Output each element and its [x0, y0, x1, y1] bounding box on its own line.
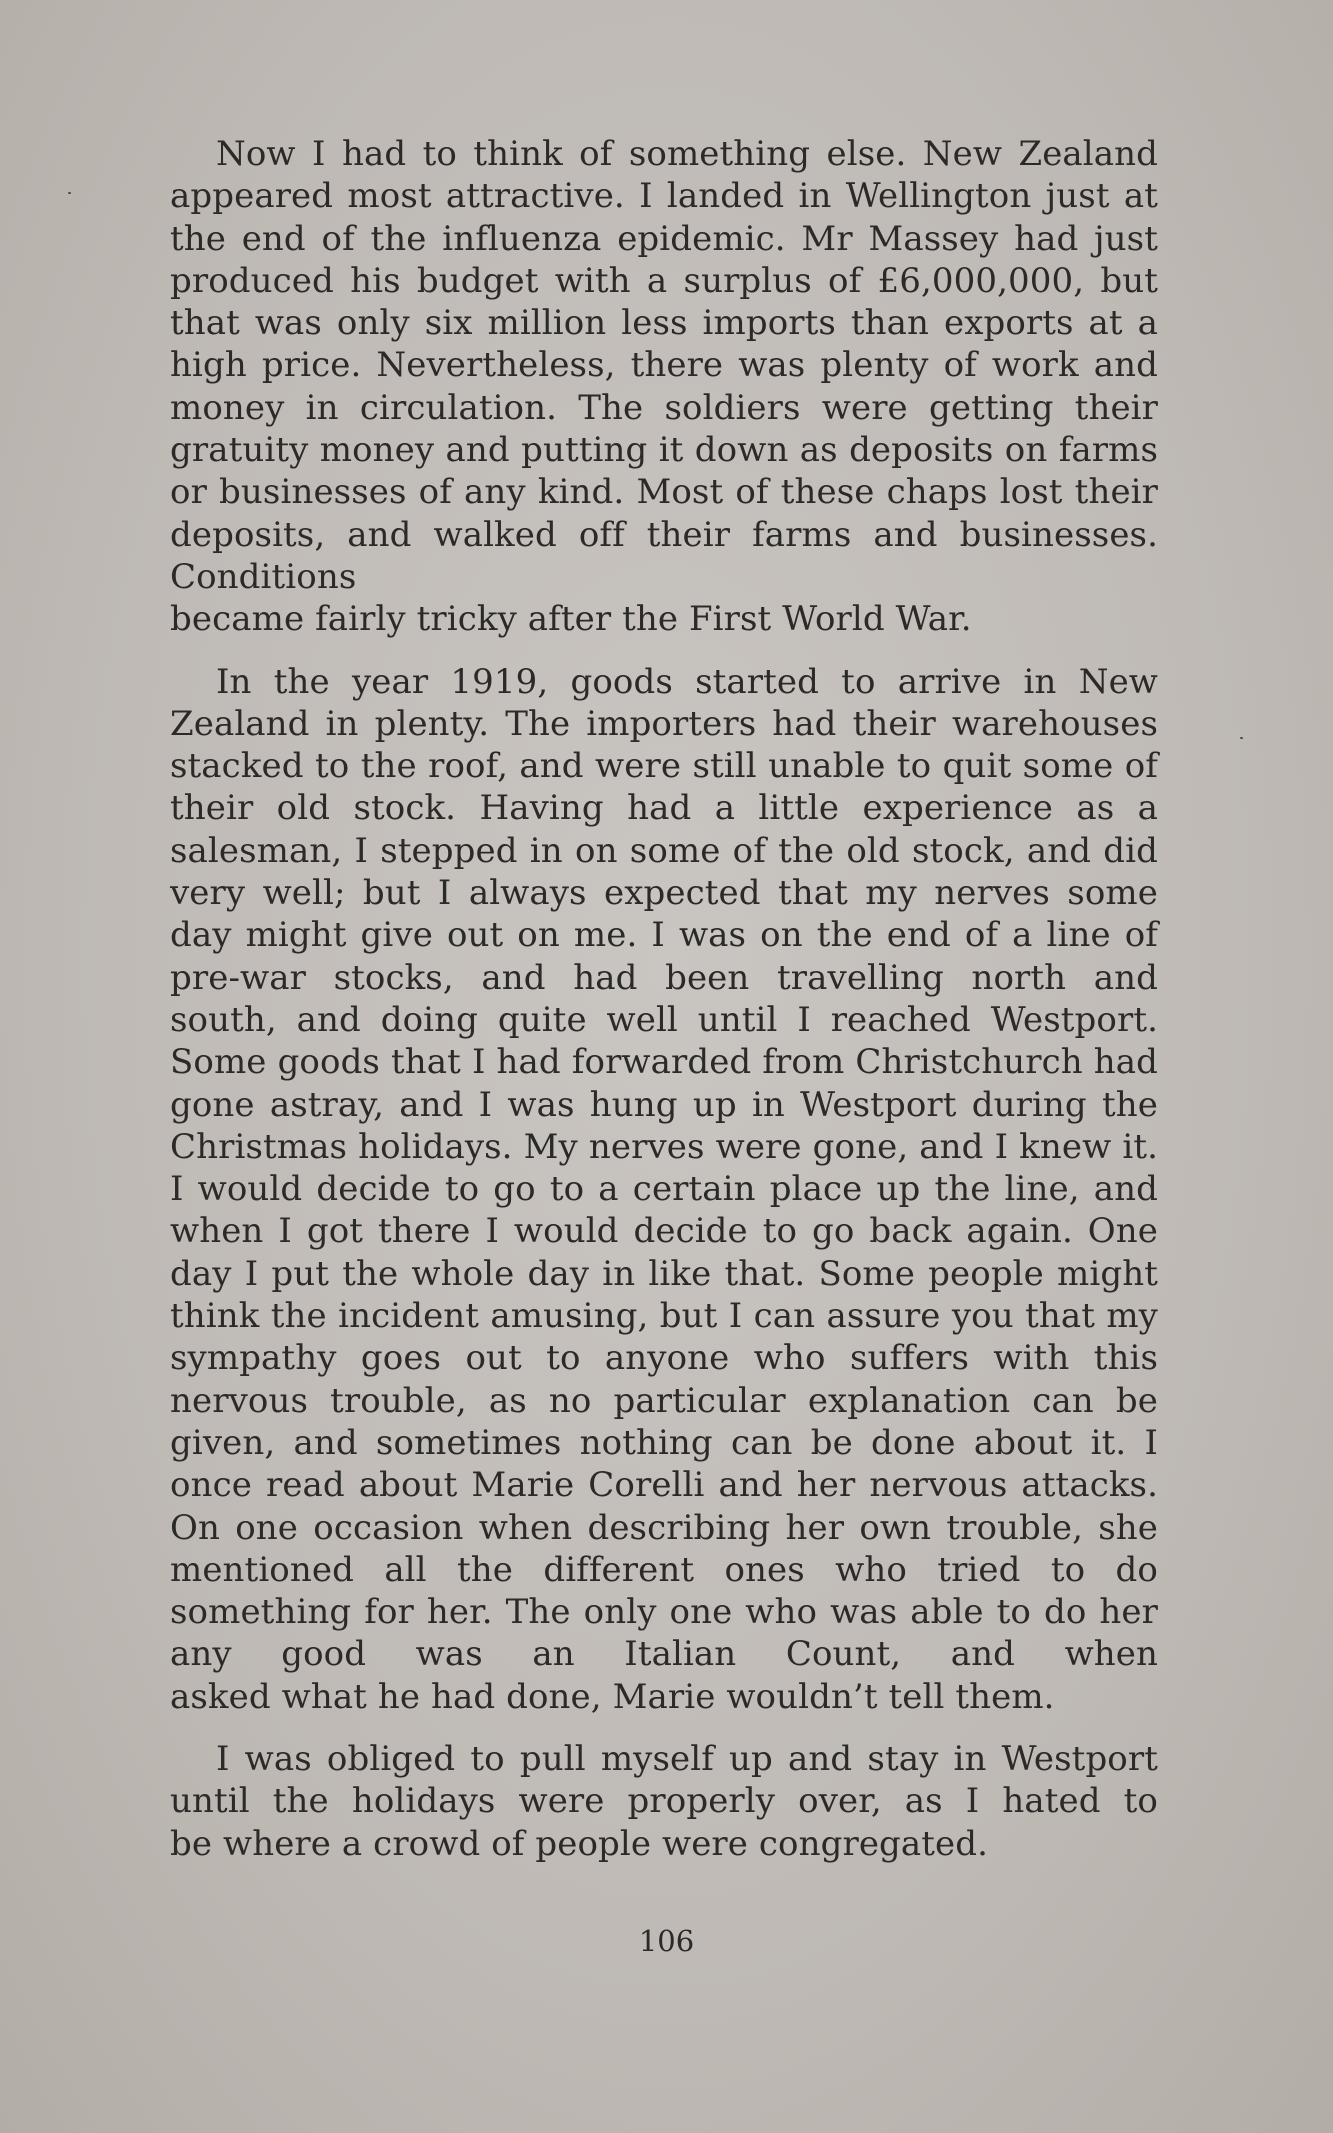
paper-speck — [1240, 737, 1243, 739]
page-number: 106 — [638, 1924, 695, 1958]
paragraph-2 — [170, 661, 1158, 1718]
paragraph-3 — [170, 1738, 1158, 1865]
paragraph-1-text: Now I had to think of something else. New Zealand appeared most attractive. I landed in Wellington just at the end of the influenza epidemic. Mr Massey had just produced his budget with a surplus of £6,000,000, but that was only six million less imports than exports at a high price. Nevertheless, there was plenty of work and money in circulation. The soldiers were getting their gratuity money and putting it down as deposits on farms or businesses of any kind. Most of these chaps lost their deposits, and walked off their farms and businesses. Conditions — [170, 134, 1158, 597]
paragraph-3-text: I was obliged to pull myself up and stay in Westport until the holidays were properly over, as I hated to — [170, 1738, 1158, 1822]
paper-speck — [68, 192, 71, 194]
paragraph-3-last-line: be where a crowd of people were congregated. — [170, 1823, 989, 1864]
paragraph-2-text: In the year 1919, goods started to arrive in New Zealand in plenty. The importers had their warehouses stacked to the roof, and were still unable to quit some of their old stock. Having had a little experience as a salesman, I stepped in on some of the old stock, and did very well; but I always expected that my nerves some day might give out on me. I was on the end of a line of pre-war stocks, and had been travelling north and south, and doing quite well until I reached Westport. Some goods that I had forwarded from Christchurch had gone astray, and I was hung up in Westport during the Christmas holidays. My nerves were gone, and I knew it. I would decide to go to a certain place up the line, and when I got there I would decide to go back again. One day I put the whole day in like that. Some people might think the incident amusing, but I can assure you that my sympathy goes out to anyone who suffers with this nervous trouble, as no particular explanation can be given, and sometimes nothing can be done about it. I once read about Marie Corelli and her nervous attacks. On one occasion when describing her own trouble, she mentioned all the different ones who tried to do something for her. The only one who was able to do her any good was an Italian Count, and when — [170, 661, 1158, 1675]
paragraph-1-last-line: became fairly tricky after the First World War. — [170, 599, 972, 640]
paragraph-1 — [170, 133, 1158, 641]
body-text — [170, 133, 1158, 1865]
paragraph-2-last-line: asked what he had done, Marie wouldn’t tell them. — [170, 1676, 1055, 1717]
